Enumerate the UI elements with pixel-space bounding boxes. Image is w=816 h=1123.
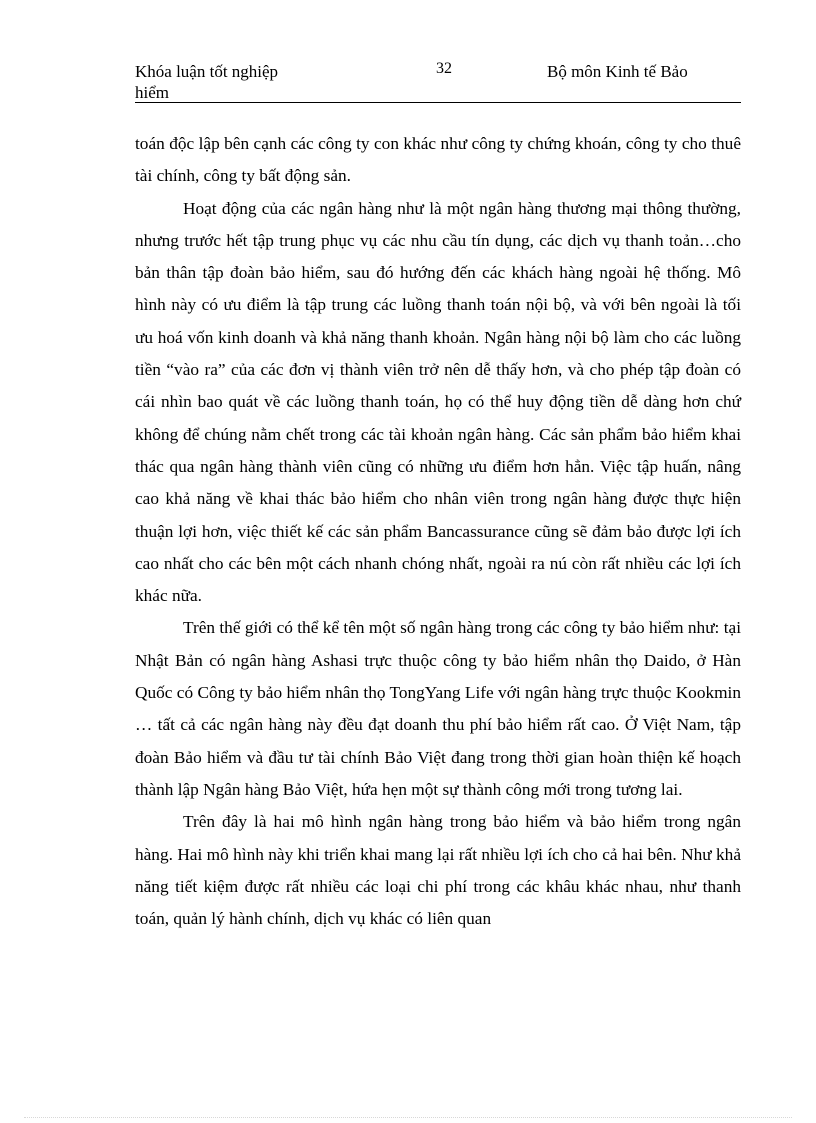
paragraph-summary: Trên đây là hai mô hình ngân hàng trong bảo hiểm và bảo hiểm trong ngân hàng. Hai mô hình này khi triển khai mang lại rất nhiều lợi ích cho cả hai bên. Như khả năng tiết kiệm được rất nhiều các loại chi phí trong các khâu khác nhau, như thanh toán, quản lý hành chính, dịch vụ khác có liên quan (135, 812, 741, 929)
header-department: Bộ môn Kinh tế Bảo (547, 62, 688, 81)
paragraph-world-examples: Trên thế giới có thể kể tên một số ngân hàng trong các công ty bảo hiểm như: tại Nhật Bản có ngân hàng Ashasi trực thuộc công ty bảo hiểm nhân thọ Daido, ở Hàn Quốc có Công ty bảo hiểm nhân thọ TongYang Life với ngân hàng trực thuộc Kookmin … tất cả các ngân hàng này đều đạt doanh thu phí bảo hiểm rất cao. Ở Việt Nam, tập đoàn Bảo hiểm và đầu tư tài chính Bảo Việt đang trong thời gian hoàn thiện kế hoạch thành lập Ngân hàng Bảo Việt, hứa hẹn một sự thành công mới trong tương lai. (135, 618, 741, 799)
header-left-line1: Khóa luận tốt nghiệp (135, 62, 279, 81)
body-text (135, 128, 741, 935)
page-bottom-border (24, 1117, 792, 1118)
page-header (135, 58, 741, 103)
header-thesis-title (135, 61, 335, 103)
paragraph-continuation: toán độc lập bên cạnh các công ty con khác như công ty chứng khoán, công ty cho thuê tài chính, công ty bất động sản. (135, 134, 741, 186)
page-number: 32 (436, 60, 452, 77)
paragraph-internal-bank: Hoạt động của các ngân hàng như là một ngân hàng thương mại thông thường, nhưng trước hết tập trung phục vụ các nhu cầu tín dụng, các dịch vụ thanh toản…cho bản thân tập đoàn bảo hiểm, sau đó hướng đến các khách hàng ngoài hệ thống. Mô hình này có ưu điểm là tập trung các luồng thanh toán nội bộ, và với bên ngoài là tối ưu hoá vốn kinh doanh và khả năng thanh khoản. Ngân hàng nội bộ làm cho các luồng tiền “vào ra” của các đơn vị thành viên trở nên dễ thấy hơn, và cho phép tập đoàn có cái nhìn bao quát về các luồng thanh toán, họ có thể huy động tiền dễ dàng hơn chứ không để chúng nằm chết trong các tài khoản ngân hàng. Các sản phẩm bảo hiểm khai thác qua ngân hàng thành viên cũng có những ưu điểm hơn hẳn. Việc tập huấn, nâng cao khả năng về khai thác bảo hiểm cho nhân viên trong ngân hàng được thực hiện thuận lợi hơn, việc thiết kế các sản phẩm Bancassurance cũng sẽ đảm bảo được lợi ích cao nhất cho các bên một cách nhanh chóng nhất, ngoài ra nú còn rất nhiều các lợi ích khác nữa. (135, 198, 741, 606)
header-left-line2: hiểm (135, 83, 169, 102)
